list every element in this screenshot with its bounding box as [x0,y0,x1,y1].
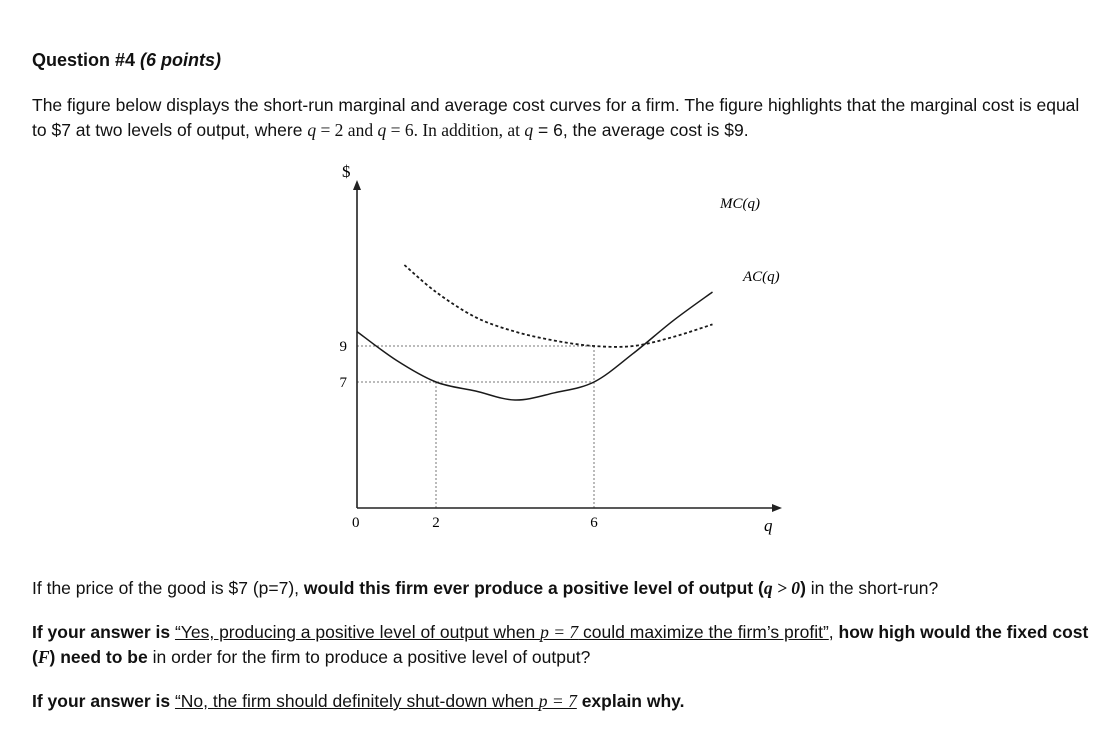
mc-curve-label: MC(q) [720,196,760,212]
intro-paragraph: The figure below displays the short-run marginal and average cost curves for a firm. The figure highlights that the marginal cost is equal to $7 at two levels of output, where q = 2 and q = 6. In addition, at q = 6, the average cost is $9. [32,95,1080,140]
reference-lines [357,346,594,508]
y-axis-arrow [353,180,361,190]
y-axis-label: $ [342,162,351,181]
question-title: Question #4 (6 points) [32,50,222,70]
x-tick-label-6: 6 [590,515,598,531]
x-axis-label: q [764,516,773,535]
question-part-2: If your answer is “Yes, producing a positive level of output when p = 7 could maximize the firm’s profit”, how high would the fixed cost (F) need to be in order for the firm to produce a positive level of output? [32,622,1089,667]
question-part-3: If your answer is “No, the firm should definitely shut-down when p = 7 explain why. [32,691,685,711]
origin-label: 0 [352,515,360,531]
x-tick-label-2: 2 [432,515,440,531]
ac-curve [404,265,712,347]
x-axis-arrow [772,504,782,512]
ac-curve-label: AC(q) [743,269,780,285]
y-tick-label-7: 7 [339,375,347,391]
question-part-1: If the price of the good is $7 (p=7), would this firm ever produce a positive level of output (q > 0) in the short-run? [32,578,939,598]
y-tick-label-9: 9 [339,339,347,355]
